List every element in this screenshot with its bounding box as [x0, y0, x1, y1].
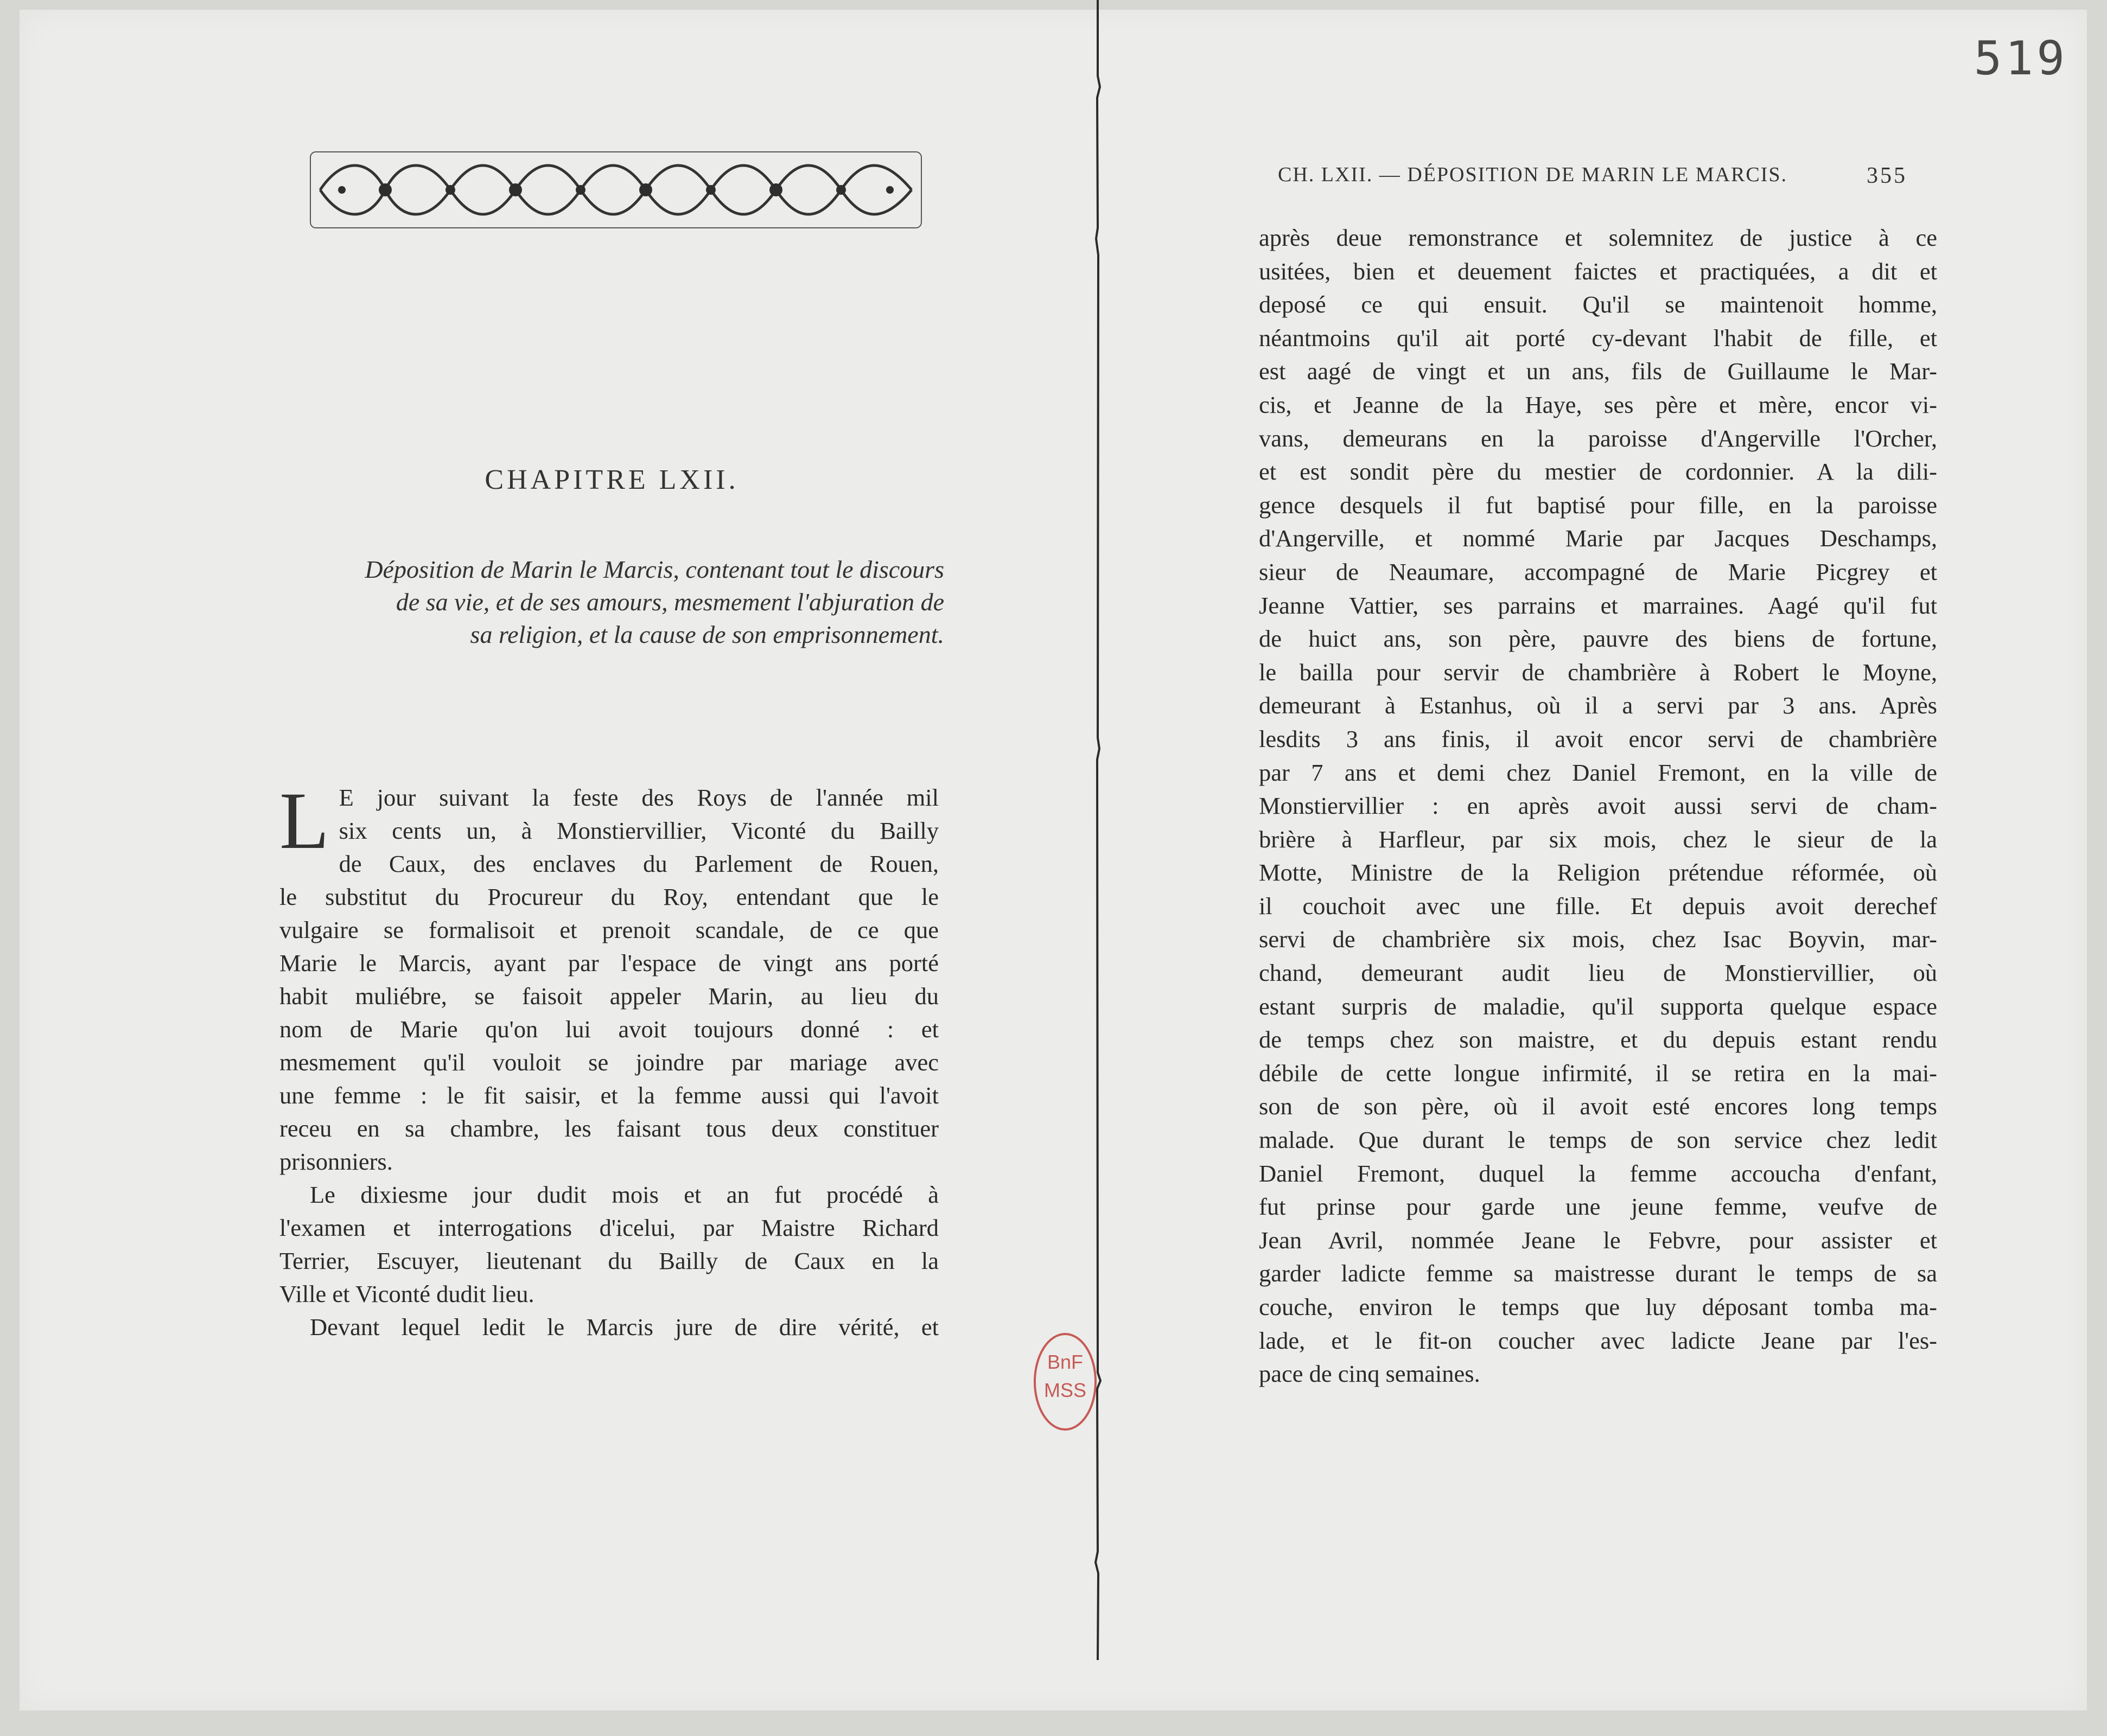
ornamental-header-band — [309, 146, 922, 233]
text-line: couche, environ le temps que luy déposant tomba ma- — [1259, 1293, 1937, 1320]
text-line: brière à Harfleur, par six mois, chez le sieur de la — [1259, 825, 1937, 853]
text-line: garder ladicte femme sa maistresse durant le temps de sa — [1259, 1260, 1937, 1287]
text-line: Marie le Marcis, ayant par l'espace de vingt ans porté — [279, 949, 939, 976]
text-line: Terrier, Escuyer, lieutenant du Bailly de Caux en la — [279, 1247, 939, 1274]
text-line: Le dixiesme jour dudit mois et an fut procédé à — [310, 1181, 939, 1208]
text-line: Monstiervillier : en après avoit aussi servi de cham- — [1259, 792, 1937, 820]
drop-cap: L — [279, 781, 329, 866]
chapter-title: CHAPITRE LXII. — [485, 464, 739, 495]
library-stamp — [1030, 1329, 1100, 1435]
text-line: estant surpris de maladie, qu'il supporta quelque espace — [1259, 992, 1937, 1020]
chapter-subtitle — [282, 553, 944, 651]
text-line: Daniel Fremont, duquel la femme accoucha d'enfant, — [1259, 1159, 1937, 1187]
page-number: 355 — [1867, 163, 1907, 188]
text-line: le substitut du Procureur du Roy, entendant que le — [279, 883, 939, 910]
text-line: une femme : le fit saisir, et la femme aussi qui l'avoit — [279, 1082, 939, 1109]
stamp-line: MSS — [1043, 1379, 1086, 1401]
text-line: et est sondit père du mestier de cordonnier. A la dili- — [1259, 458, 1937, 486]
text-line: six cents un, à Monstiervillier, Viconté du Bailly — [339, 817, 939, 844]
text-line: malade. Que durant le temps de son service chez ledit — [1259, 1126, 1937, 1154]
text-line: d'Angerville, et nommé Marie par Jacques Deschamps, — [1259, 525, 1937, 552]
text-line: sieur de Neaumare, accompagné de Marie Picgrey et — [1259, 558, 1937, 585]
text-line: mesmement qu'il vouloit se joindre par mariage avec — [279, 1049, 939, 1076]
opening-paragraph — [279, 781, 939, 880]
text-line: Jean Avril, nommée Jeane le Febvre, pour assister et — [1259, 1226, 1937, 1254]
text-line: receu en sa chambre, les faisant tous deux constituer — [279, 1115, 939, 1142]
text-line: vans, demeurans en la paroisse d'Angerville l'Orcher, — [1259, 424, 1937, 452]
text-line: chand, demeurant audit lieu de Monstiervillier, où — [1259, 959, 1937, 987]
text-line: gence desquels il fut baptisé pour fille, en la paroisse — [1259, 491, 1937, 519]
text-line: de temps chez son maistre, et du depuis estant rendu — [1259, 1026, 1937, 1054]
text-line: après deue remonstrance et solemnitez de justice à ce — [1259, 224, 1937, 251]
stamp-line: BnF — [1047, 1351, 1084, 1373]
text-line: lade, et le fit-on coucher avec ladicte Jeane par l'es- — [1259, 1326, 1937, 1354]
text-line: néantmoins qu'il ait porté cy-devant l'habit de fille, et — [1259, 324, 1937, 352]
text-line: demeurant à Estanhus, où il a servi par 3 ans. Après — [1259, 692, 1937, 719]
text-line: lesdits 3 ans finis, il avoit encor servi de chambrière — [1259, 725, 1937, 752]
folio-number: 519 — [1974, 31, 2068, 86]
text-line: son de son père, où il avoit esté encores long temps — [1259, 1093, 1937, 1120]
subtitle-line: sa religion, et la cause de son emprisonnement. — [470, 621, 944, 648]
text-line: l'examen et interrogations d'icelui, par Maistre Richard — [279, 1214, 939, 1241]
left-page-body — [279, 781, 939, 1344]
text-line: débile de cette longue infirmité, il se retira en la mai- — [1259, 1059, 1937, 1087]
text-line: servi de chambrière six mois, chez Isac Boyvin, mar- — [1259, 926, 1937, 953]
right-page-body — [1259, 221, 1937, 1391]
text-line: vulgaire se formalisoit et prenoit scandale, de ce que — [279, 916, 939, 943]
running-head-title: CH. LXII. — DÉPOSITION DE MARIN LE MARCIS. — [1278, 163, 1787, 186]
running-head — [1278, 163, 1907, 189]
subtitle-line: Déposition de Marin le Marcis, contenant tout le discours — [365, 556, 944, 583]
text-line: par 7 ans et demi chez Daniel Fremont, en la ville de — [1259, 758, 1937, 786]
text-line: Ville et Viconté dudit lieu. — [279, 1280, 534, 1307]
text-line: il couchoit avec une fille. Et depuis avoit derechef — [1259, 892, 1937, 920]
text-line: pace de cinq semaines. — [1259, 1360, 1480, 1388]
subtitle-line: de sa vie, et de ses amours, mesmement l'abjuration de — [396, 588, 944, 616]
text-line: Jeanne Vattier, ses parrains et marraines. Aagé qu'il fut — [1259, 591, 1937, 619]
text-line: Devant lequel ledit le Marcis jure de dire vérité, et — [310, 1313, 939, 1341]
text-line: E jour suivant la feste des Roys de l'année mil — [339, 784, 939, 811]
text-line: usitées, bien et deuement faictes et practiquées, a dit et — [1259, 257, 1937, 285]
text-line: de Caux, des enclaves du Parlement de Rouen, — [339, 850, 939, 877]
text-line: habit muliébre, se faisoit appeler Marin, au lieu du — [279, 982, 939, 1010]
text-line: nom de Marie qu'on lui avoit toujours donné : et — [279, 1016, 939, 1043]
text-line: le bailla pour servir de chambrière à Robert le Moyne, — [1259, 658, 1937, 686]
text-line: Motte, Ministre de la Religion prétendue réformée, où — [1259, 859, 1937, 886]
text-line: deposé ce qui ensuit. Qu'il se maintenoit homme, — [1259, 291, 1937, 318]
text-line: fut prinse pour garde une jeune femme, veufve de — [1259, 1193, 1937, 1221]
text-line: est aagé de vingt et un ans, fils de Guillaume le Mar- — [1259, 358, 1937, 385]
text-line: prisonniers. — [279, 1148, 393, 1175]
text-line: cis, et Jeanne de la Haye, ses père et mère, encor vi- — [1259, 391, 1937, 418]
text-line: de huict ans, son père, pauvre des biens de fortune, — [1259, 625, 1937, 653]
